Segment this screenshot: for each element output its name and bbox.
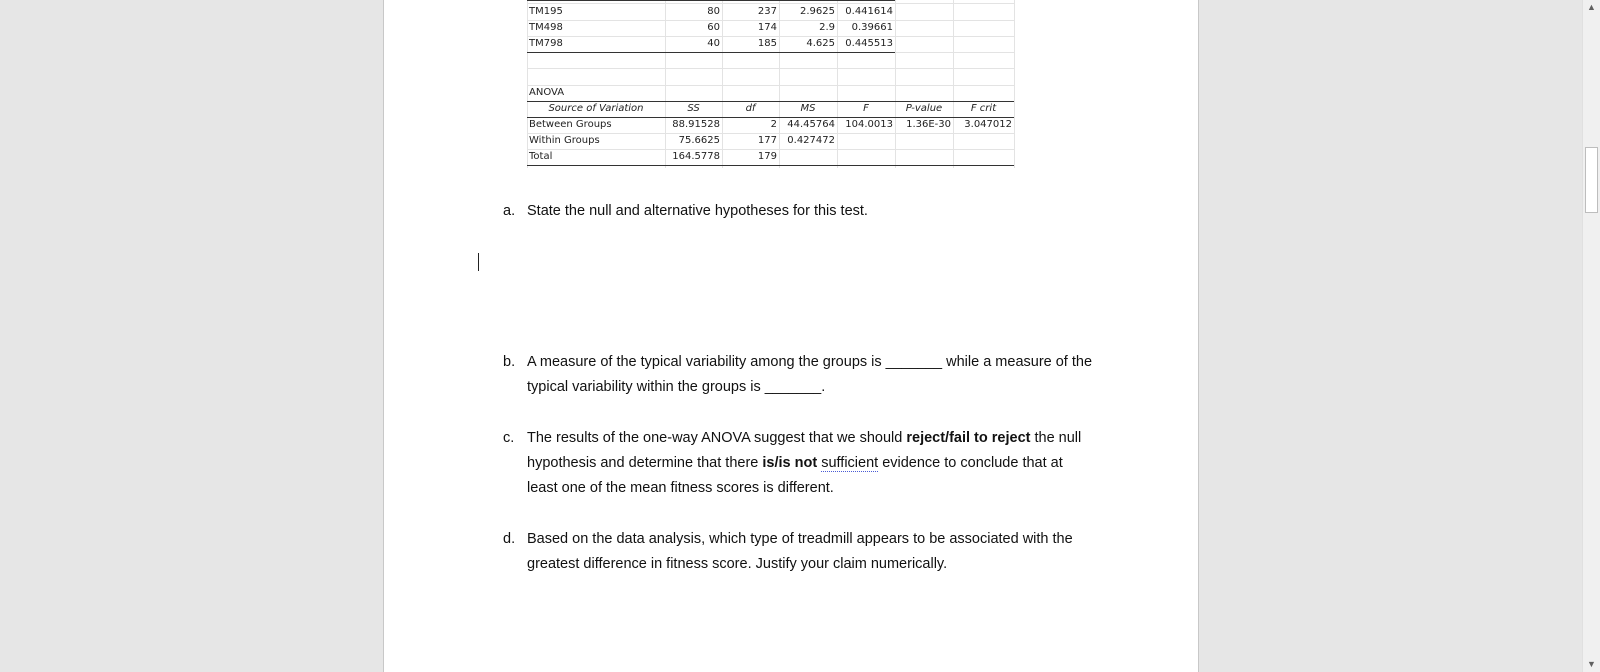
question-a-label: a. xyxy=(503,203,516,219)
question-d xyxy=(503,527,1073,577)
question-d-line2: greatest difference in fitness score. Justify your claim numerically. xyxy=(527,556,948,572)
vertical-scrollbar[interactable] xyxy=(1582,0,1600,672)
header-ss: SS xyxy=(687,103,700,114)
question-a xyxy=(503,199,868,224)
header-source: Source of Variation xyxy=(548,103,644,114)
scrollbar-thumb[interactable] xyxy=(1585,147,1598,213)
question-b xyxy=(503,350,1093,400)
question-c-label: c. xyxy=(503,430,515,446)
scroll-up-icon[interactable]: ▲ xyxy=(1587,2,1596,12)
header-f: F xyxy=(863,103,869,114)
question-c xyxy=(503,426,1082,501)
question-c-line3: least one of the mean fitness scores is different. xyxy=(527,480,834,496)
text-cursor xyxy=(478,253,479,271)
anova-title: ANOVA xyxy=(529,87,565,98)
question-b-line1: A measure of the typical variability among the groups is _______ while a measure of the xyxy=(527,354,1093,370)
scroll-down-icon[interactable]: ▼ xyxy=(1587,659,1596,669)
question-b-label: b. xyxy=(503,354,516,370)
header-f-crit: F crit xyxy=(970,103,997,114)
question-d-label: d. xyxy=(503,531,516,547)
question-c-line1: The results of the one-way ANOVA suggest that we should reject/fail to reject the null xyxy=(527,430,1082,446)
question-c-line2: hypothesis and determine that there is/is not sufficient evidence to conclude that at xyxy=(527,455,1063,471)
header-df: df xyxy=(745,103,756,114)
question-b-line2: typical variability within the groups is _______. xyxy=(527,379,826,395)
anova-table: TM195 80 237 2.9625 0.441614 TM498 60 174 2.9 0.39661 TM798 40 185 4.625 0.445513 ANOVA Source of Variation SS df MS F P-value F crit Between Groups 88.91528 2 44.45764 104.0013 1.36E-30 3.047012 Within Groups 75.6625 177 0.427472 Total 164.5778 179 xyxy=(527,0,1014,168)
question-a-text: State the null and alternative hypotheses for this test. xyxy=(527,203,868,219)
question-d-line1: Based on the data analysis, which type of treadmill appears to be associated with the xyxy=(527,531,1073,547)
header-p-value: P-value xyxy=(905,103,943,114)
header-ms: MS xyxy=(800,103,816,114)
spelling-flag-sufficient[interactable]: sufficient xyxy=(821,455,879,471)
